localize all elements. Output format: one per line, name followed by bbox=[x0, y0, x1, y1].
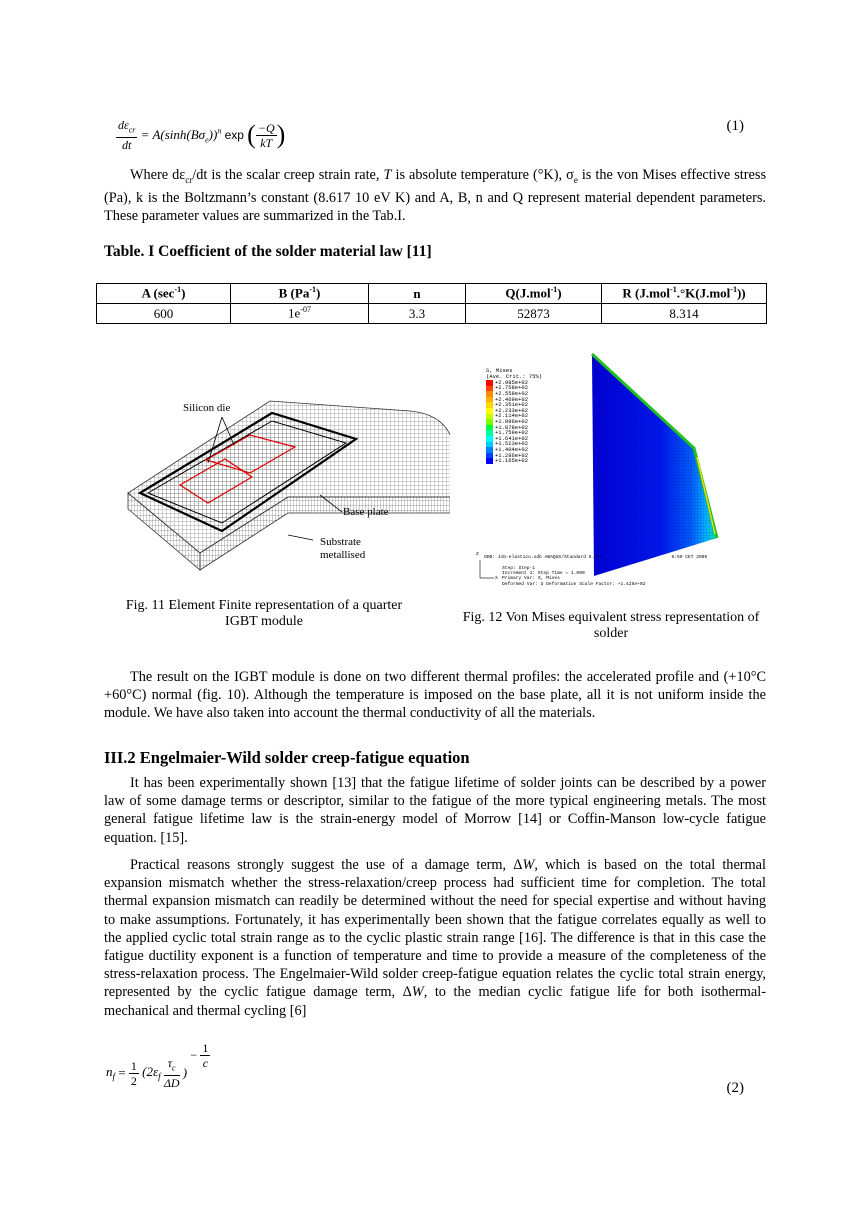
legend-value: +2.469e+02 bbox=[495, 395, 529, 403]
legend-rows bbox=[486, 380, 542, 464]
value-b: $1e^{-07}$ bbox=[231, 304, 369, 324]
legend-value: +1.523e+02 bbox=[495, 440, 529, 448]
legend-swatch bbox=[486, 458, 493, 464]
legend-value: +2.985e+02 bbox=[495, 378, 529, 386]
table-value-row bbox=[97, 304, 767, 324]
legend-value: +1.165e+02 bbox=[495, 457, 529, 465]
legend-value: +1.759e+02 bbox=[495, 429, 529, 437]
header-r: R (J.mol$^{-1}$.°K(J.mol$^{-1}$)) bbox=[602, 284, 767, 304]
coefficient-table bbox=[96, 283, 767, 324]
label-silicon-die: Silicon die bbox=[183, 402, 231, 414]
header-n: n bbox=[369, 284, 466, 304]
figure-12-caption: Fig. 12 Von Mises equivalent stress representation of solder bbox=[462, 610, 760, 641]
eq1-lhs-fraction: $\frac{d\varepsilon_{cr}}{dt}$ bbox=[118, 118, 136, 153]
equation-1: $\frac{d\varepsilon_{cr}}{dt}$ = $A(\sinh(B\sigma_e))^n$ exp ( $\frac{-Q}{kT}$ ) bbox=[118, 118, 286, 153]
figure-12 bbox=[472, 352, 762, 590]
legend-row bbox=[486, 458, 542, 464]
legend-value: +1.404e+02 bbox=[495, 445, 529, 453]
legend-value: +1.286e+02 bbox=[495, 451, 529, 459]
value-a: 600 bbox=[97, 304, 231, 324]
legend-value: +2.758e+02 bbox=[495, 384, 529, 392]
value-q: 52873 bbox=[466, 304, 602, 324]
eq2-tau-fraction: $\frac{\tau_c}{\Delta D}$ bbox=[163, 1056, 180, 1091]
paragraph-thermal-profiles: The result on the IGBT module is done on two different thermal profiles: the accelerated profile and (+10°C +60°C) normal (fig. 10). Although the temperature is imposed on the base plate, all it is not uniform inside the module. We have also taken into account the thermal conductivity of all the materials. bbox=[104, 669, 766, 722]
eq2-half: $\frac{1}{2}$ bbox=[130, 1058, 137, 1088]
value-r: 8.314 bbox=[602, 304, 767, 324]
eq2-exponent: − $\frac{1}{c}$ bbox=[190, 1040, 209, 1070]
table-title: Table. I Coefficient of the solder material law [11] bbox=[104, 243, 432, 260]
fem-mesh-illustration bbox=[110, 385, 450, 585]
figure-11-caption: Fig. 11 Element Finite representation of a quarter IGBT module bbox=[125, 598, 403, 629]
label-substrate: Substrate metallised bbox=[320, 536, 366, 561]
legend-value: +2.233e+02 bbox=[495, 406, 529, 414]
legend-value: +1.996e+02 bbox=[495, 417, 529, 425]
figure-11 bbox=[110, 385, 450, 585]
paragraph-creep-rate: Where $d\varepsilon_{cr}/dt$ is the scalar creep strain rate, T is absolute temperature (°K), $\sigma_e$ is the von Mises effective stress (Pa), k is the Boltzmann’s constant (8.617 10 eV K) and A, B, n and Q represent material dependent parameters. These parameter values are summarized in the Tab.I. bbox=[104, 167, 767, 225]
eq1-exp: exp bbox=[224, 128, 244, 143]
legend-value: +2.558e+02 bbox=[495, 389, 529, 397]
odb-footer-line: ODB: Job-elastico.odb ABAQUS/Standard 6.3-1 6:59 CET 2005 bbox=[484, 555, 708, 560]
header-q: Q(J.mol$^{-1}$) bbox=[466, 284, 602, 304]
equation-1-number: (1) bbox=[726, 118, 744, 134]
step-info: Step: Step-1 Increment 1: Step Time = 1.000 Primary Var: S, Mises Deformed Var: U Deformation Scale Factor: +1.425e+02 bbox=[502, 566, 646, 587]
axis-z-label: Z bbox=[476, 552, 479, 557]
paragraph-power-law: It has been experimentally shown [13] that the fatigue lifetime of solder joints can be described by a power law of some damage terms or descriptor, similar to the fatigue of the more typical engineering metals. The most general fatigue lifetime law is the strain-energy model of Morrow [14] or Coffin-Manson low-cycle fatigue equation. [15]. bbox=[104, 775, 766, 846]
legend-value: +2.351e+02 bbox=[495, 401, 529, 409]
section-heading: III.2 Engelmaier-Wild solder creep-fatigue equation bbox=[104, 748, 470, 767]
label-base-plate: Base plate bbox=[343, 506, 389, 518]
eq1-rhs: = $A(\sinh(B\sigma_e))^n$ bbox=[140, 126, 222, 145]
legend-title: S, Mises bbox=[486, 367, 513, 374]
paragraph-damage-term: Practical reasons strongly suggest the use of a damage term, ΔW, which is based on the total thermal expansion mismatch whether the stress-relaxation/creep process had sufficient time for completion. The total thermal expansion mismatch can readily be determined without the need for special expertise and without having to make assumptions. Fortunately, it has experimentally been shown that the fatigue correlates equally as well to the applied cyclic total strain range as to the cyclic plastic strain range [16]. The difference is that in this case the fatigue ductility exponent is a function of temperature and time to provide a measure of the completeness of the stress-relaxation process. The Engelmaier-Wild solder creep-fatigue equation relates the cyclic total strain energy, represented by the cyclic fatigue damage term, ΔW, to the median cyclic fatigue life for both isothermal-mechanical and thermal cycling [6] bbox=[104, 857, 767, 1019]
legend-subtitle: (Ave. Crit.: 75%) bbox=[486, 373, 543, 380]
value-n: 3.3 bbox=[369, 304, 466, 324]
equation-2-number: (2) bbox=[726, 1080, 744, 1096]
stress-legend bbox=[486, 368, 542, 464]
table-header-row bbox=[97, 284, 767, 304]
legend-value: +2.114e+02 bbox=[495, 412, 529, 420]
header-a: A $(\sec^{-1})$ bbox=[97, 284, 231, 304]
legend-value: +1.641e+02 bbox=[495, 434, 529, 442]
equation-2: $n_f$ = $\frac{1}{2}$ ($2\varepsilon_f$ $\frac{\tau_c}{\Delta D}$ ) − $\frac{1}{c}$ bbox=[106, 1040, 209, 1091]
eq1-exp-fraction: $\frac{-Q}{kT}$ bbox=[257, 120, 275, 150]
axis-x-label: X bbox=[495, 576, 498, 581]
header-b: B $(Pa^{-1})$ bbox=[231, 284, 369, 304]
legend-value: +1.878e+02 bbox=[495, 423, 529, 431]
